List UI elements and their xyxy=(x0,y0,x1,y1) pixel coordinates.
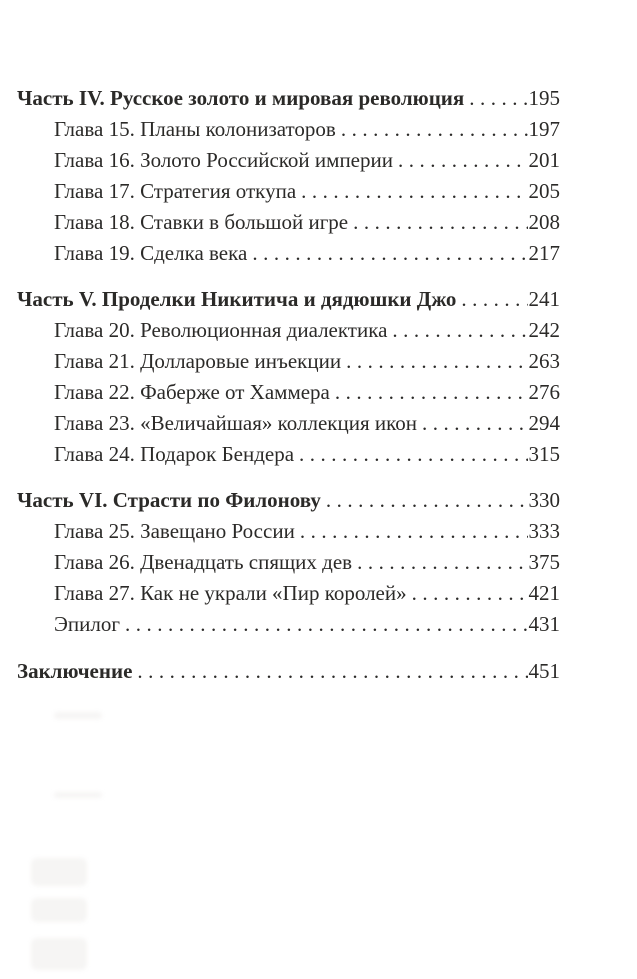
toc-entry-label: Глава 18. Ставки в большой игре xyxy=(54,210,349,234)
page-number: 242 xyxy=(528,318,560,342)
toc-part-heading xyxy=(17,83,560,114)
dot-leader xyxy=(125,609,528,640)
table-of-contents xyxy=(17,83,560,687)
dot-leader xyxy=(398,145,528,176)
dot-leader xyxy=(412,578,528,609)
scan-artifact xyxy=(54,792,102,798)
toc-part-title: Часть V. Проделки Никитича и дядюшки Джо xyxy=(17,287,457,311)
page-number: 197 xyxy=(528,117,560,141)
dot-leader xyxy=(300,516,528,547)
toc-entry xyxy=(17,377,560,408)
page-number: 451 xyxy=(528,659,560,683)
dot-leader xyxy=(326,485,528,516)
page-number: 208 xyxy=(528,210,560,234)
dot-leader xyxy=(335,377,528,408)
toc-part-heading xyxy=(17,284,560,315)
toc-entry xyxy=(17,207,560,238)
dot-leader xyxy=(346,346,527,377)
page-number: 263 xyxy=(528,349,560,373)
page-number: 205 xyxy=(528,179,560,203)
dot-leader xyxy=(137,656,527,687)
page-number: 195 xyxy=(528,86,560,110)
toc-entry-label: Глава 23. «Величайшая» коллекция икон xyxy=(54,411,417,435)
toc-section-part-6 xyxy=(17,485,560,640)
toc-entry-label: Глава 19. Сделка века xyxy=(54,241,248,265)
page-number: 375 xyxy=(528,550,560,574)
toc-entry-label: Глава 15. Планы колонизаторов xyxy=(54,117,336,141)
dot-leader xyxy=(301,176,527,207)
toc-entry xyxy=(17,315,560,346)
toc-entry-label: Глава 27. Как не украли «Пир королей» xyxy=(54,581,407,605)
toc-entry xyxy=(17,176,560,207)
toc-section-part-5 xyxy=(17,284,560,470)
toc-entry xyxy=(17,114,560,145)
toc-section-part-4 xyxy=(17,83,560,269)
toc-entry xyxy=(17,547,560,578)
toc-entry xyxy=(17,408,560,439)
page-number: 217 xyxy=(528,241,560,265)
scan-artifact xyxy=(31,898,87,922)
dot-leader xyxy=(461,284,527,315)
toc-entry-label: Глава 16. Золото Российской империи xyxy=(54,148,393,172)
page-number: 294 xyxy=(528,411,560,435)
toc-entry-label: Глава 26. Двенадцать спящих дев xyxy=(54,550,353,574)
toc-entry-label: Глава 22. Фаберже от Хаммера xyxy=(54,380,330,404)
scan-artifact xyxy=(54,712,102,719)
page-number: 421 xyxy=(528,581,560,605)
toc-entry-label: Глава 21. Долларовые инъекции xyxy=(54,349,342,373)
page-number: 315 xyxy=(528,442,560,466)
toc-entry xyxy=(17,578,560,609)
page-number: 330 xyxy=(528,488,560,512)
toc-part-title: Часть IV. Русское золото и мировая революция xyxy=(17,86,465,110)
scan-artifact xyxy=(31,938,87,970)
dot-leader xyxy=(422,408,528,439)
toc-entry xyxy=(17,439,560,470)
toc-conclusion xyxy=(17,656,560,687)
dot-leader xyxy=(299,439,527,470)
toc-part-title: Часть VI. Страсти по Филонову xyxy=(17,488,321,512)
page-number: 333 xyxy=(528,519,560,543)
page-number: 431 xyxy=(528,612,560,636)
toc-part-heading xyxy=(17,485,560,516)
toc-entry xyxy=(17,346,560,377)
toc-entry-epilogue xyxy=(17,609,560,640)
page-number: 241 xyxy=(528,287,560,311)
page-number: 201 xyxy=(528,148,560,172)
toc-entry-label: Эпилог xyxy=(54,612,120,636)
toc-entry-label: Глава 20. Революционная диалектика xyxy=(54,318,388,342)
dot-leader xyxy=(357,547,527,578)
page-number: 276 xyxy=(528,380,560,404)
toc-entry-label: Глава 24. Подарок Бендера xyxy=(54,442,295,466)
dot-leader xyxy=(252,238,527,269)
toc-entry xyxy=(17,238,560,269)
dot-leader xyxy=(392,315,527,346)
toc-entry-label: Глава 17. Стратегия откупа xyxy=(54,179,297,203)
toc-entry xyxy=(17,145,560,176)
dot-leader xyxy=(341,114,528,145)
dot-leader xyxy=(469,83,527,114)
toc-conclusion-label: Заключение xyxy=(17,659,133,683)
scan-artifact xyxy=(31,858,87,886)
dot-leader xyxy=(353,207,527,238)
toc-entry-label: Глава 25. Завещано России xyxy=(54,519,295,543)
toc-entry xyxy=(17,516,560,547)
